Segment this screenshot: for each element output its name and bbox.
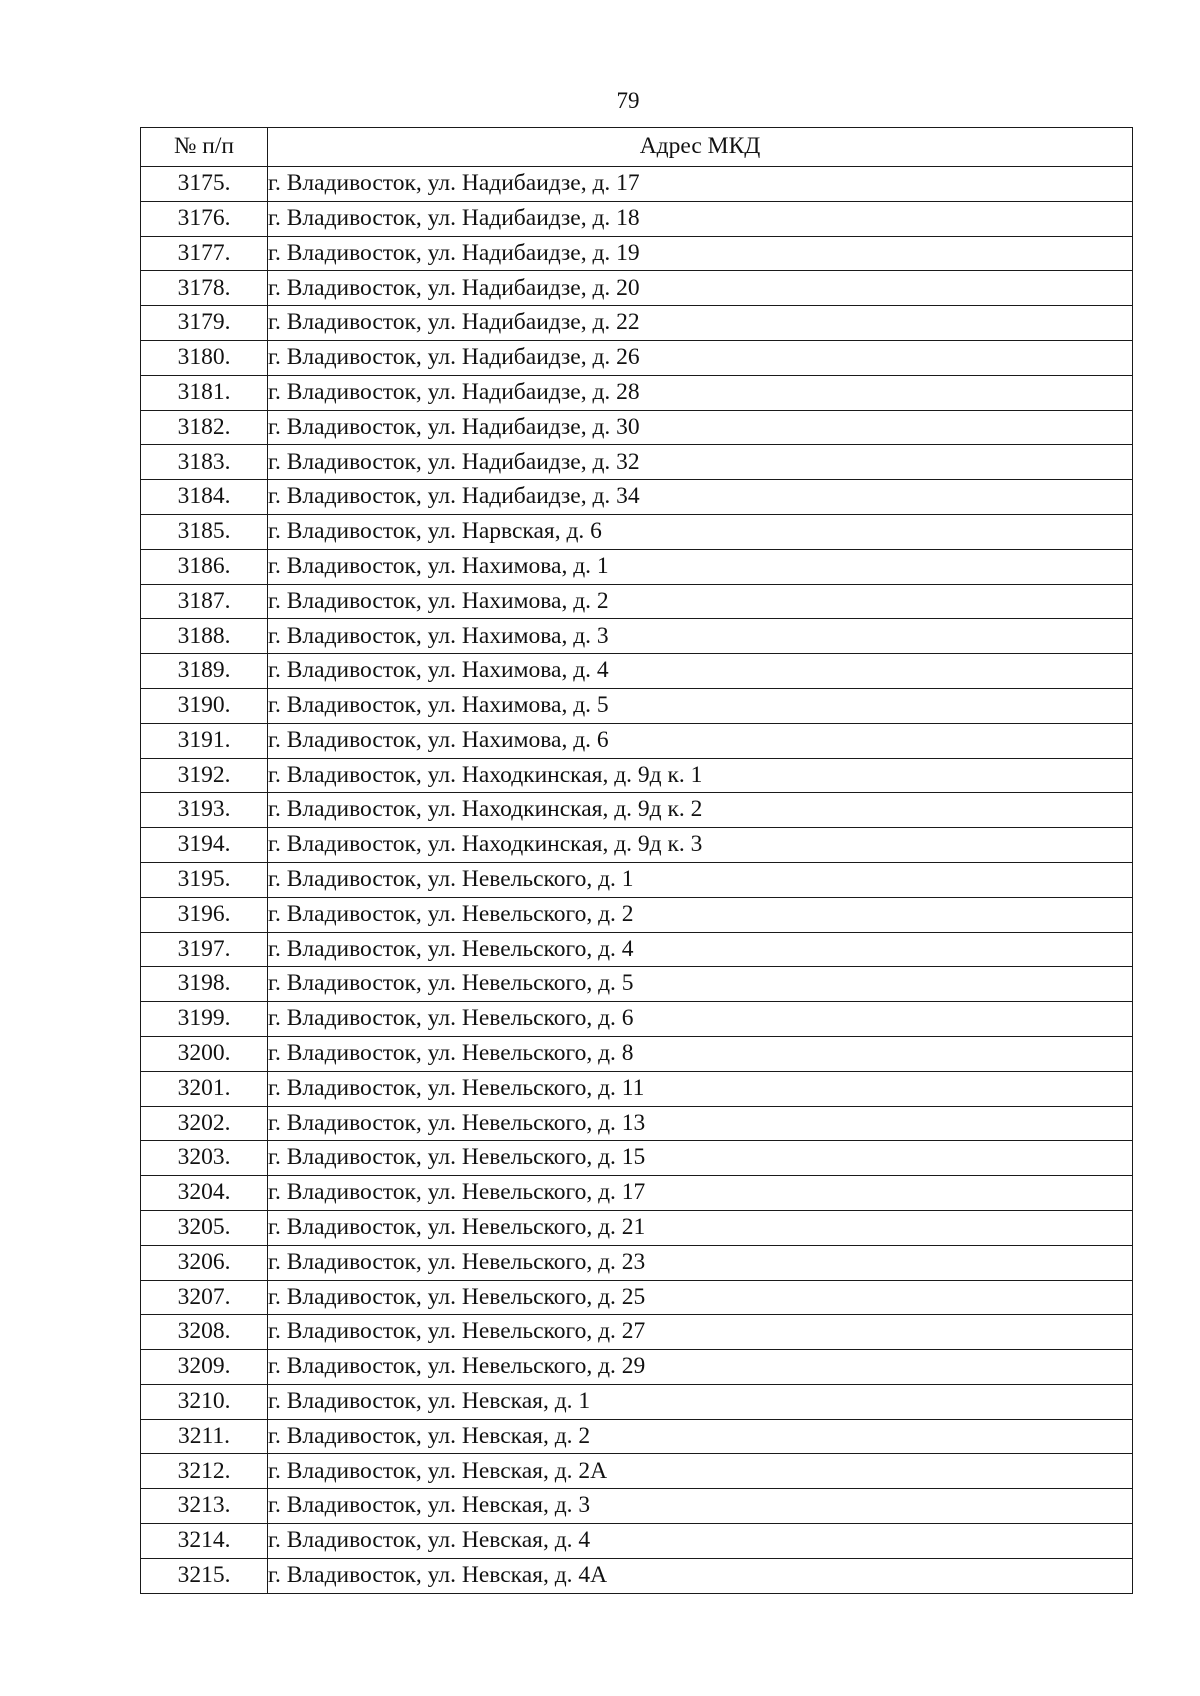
table-row [141,793,1133,828]
table-row [141,1489,1133,1524]
table-row [141,862,1133,897]
row-number-cell: 3201. [141,1071,268,1106]
row-number-cell: 3197. [141,932,268,967]
row-number-cell: 3204. [141,1176,268,1211]
table-row [141,1245,1133,1280]
table-row [141,271,1133,306]
row-number-cell: 3206. [141,1245,268,1280]
address-cell: г. Владивосток, ул. Невельского, д. 21 [268,1210,1133,1245]
table-row [141,1176,1133,1211]
address-cell: г. Владивосток, ул. Надибаидзе, д. 17 [268,167,1133,202]
address-cell: г. Владивосток, ул. Невская, д. 4 [268,1524,1133,1559]
address-cell: г. Владивосток, ул. Невельского, д. 29 [268,1350,1133,1385]
table-row [141,758,1133,793]
address-cell: г. Владивосток, ул. Невельского, д. 8 [268,1036,1133,1071]
table-row [141,828,1133,863]
row-number-cell: 3203. [141,1141,268,1176]
address-cell: г. Владивосток, ул. Нахимова, д. 5 [268,688,1133,723]
table-row [141,375,1133,410]
table-row [141,236,1133,271]
address-cell: г. Владивосток, ул. Невская, д. 2 [268,1419,1133,1454]
row-number-cell: 3188. [141,619,268,654]
address-cell: г. Владивосток, ул. Невельского, д. 6 [268,1002,1133,1037]
address-cell: г. Владивосток, ул. Нарвская, д. 6 [268,514,1133,549]
table-row [141,340,1133,375]
table-body [141,167,1133,1594]
row-number-cell: 3180. [141,340,268,375]
row-number-cell: 3196. [141,897,268,932]
address-cell: г. Владивосток, ул. Невельского, д. 13 [268,1106,1133,1141]
row-number-cell: 3194. [141,828,268,863]
table-row [141,967,1133,1002]
table-row [141,514,1133,549]
row-number-cell: 3210. [141,1384,268,1419]
row-number-cell: 3209. [141,1350,268,1385]
address-cell: г. Владивосток, ул. Невская, д. 2А [268,1454,1133,1489]
address-cell: г. Владивосток, ул. Нахимова, д. 6 [268,723,1133,758]
address-cell: г. Владивосток, ул. Нахимова, д. 3 [268,619,1133,654]
table-row [141,1036,1133,1071]
table-row [141,1315,1133,1350]
table-row [141,306,1133,341]
address-cell: г. Владивосток, ул. Невельского, д. 17 [268,1176,1133,1211]
row-number-cell: 3179. [141,306,268,341]
table-row [141,619,1133,654]
table-row [141,201,1133,236]
address-cell: г. Владивосток, ул. Невская, д. 4А [268,1558,1133,1593]
table-row [141,1210,1133,1245]
address-cell: г. Владивосток, ул. Невельского, д. 15 [268,1141,1133,1176]
address-cell: г. Владивосток, ул. Невельского, д. 5 [268,967,1133,1002]
row-number-cell: 3202. [141,1106,268,1141]
address-table [140,127,1133,1594]
row-number-cell: 3208. [141,1315,268,1350]
address-cell: г. Владивосток, ул. Находкинская, д. 9д к. 3 [268,828,1133,863]
table-row [141,1106,1133,1141]
row-number-cell: 3182. [141,410,268,445]
row-number-cell: 3195. [141,862,268,897]
address-cell: г. Владивосток, ул. Невская, д. 1 [268,1384,1133,1419]
table-row [141,167,1133,202]
row-number-cell: 3205. [141,1210,268,1245]
address-cell: г. Владивосток, ул. Невская, д. 3 [268,1489,1133,1524]
table-row [141,1141,1133,1176]
row-number-cell: 3207. [141,1280,268,1315]
row-number-cell: 3183. [141,445,268,480]
address-cell: г. Владивосток, ул. Надибаидзе, д. 18 [268,201,1133,236]
table-row [141,1384,1133,1419]
row-number-cell: 3191. [141,723,268,758]
address-cell: г. Владивосток, ул. Нахимова, д. 2 [268,584,1133,619]
address-cell: г. Владивосток, ул. Надибаидзе, д. 19 [268,236,1133,271]
table-row [141,410,1133,445]
address-cell: г. Владивосток, ул. Нахимова, д. 4 [268,654,1133,689]
table-row [141,932,1133,967]
table-row [141,549,1133,584]
table-row [141,1071,1133,1106]
address-cell: г. Владивосток, ул. Невельского, д. 23 [268,1245,1133,1280]
table-row [141,654,1133,689]
table-row [141,584,1133,619]
row-number-cell: 3187. [141,584,268,619]
row-number-cell: 3200. [141,1036,268,1071]
table-row [141,1454,1133,1489]
column-header-address: Адрес МКД [268,128,1133,167]
table-row [141,1280,1133,1315]
table-row [141,445,1133,480]
table-row [141,723,1133,758]
row-number-cell: 3185. [141,514,268,549]
row-number-cell: 3198. [141,967,268,1002]
address-cell: г. Владивосток, ул. Надибаидзе, д. 22 [268,306,1133,341]
row-number-cell: 3184. [141,480,268,515]
table-header-row [141,128,1133,167]
row-number-cell: 3211. [141,1419,268,1454]
address-cell: г. Владивосток, ул. Надибаидзе, д. 28 [268,375,1133,410]
column-header-number: № п/п [141,128,268,167]
row-number-cell: 3199. [141,1002,268,1037]
address-cell: г. Владивосток, ул. Нахимова, д. 1 [268,549,1133,584]
row-number-cell: 3181. [141,375,268,410]
row-number-cell: 3186. [141,549,268,584]
table-row [141,1524,1133,1559]
table-row [141,1558,1133,1593]
address-cell: г. Владивосток, ул. Невельского, д. 27 [268,1315,1133,1350]
row-number-cell: 3213. [141,1489,268,1524]
address-cell: г. Владивосток, ул. Находкинская, д. 9д к. 1 [268,758,1133,793]
table-row [141,1002,1133,1037]
row-number-cell: 3192. [141,758,268,793]
row-number-cell: 3215. [141,1558,268,1593]
row-number-cell: 3193. [141,793,268,828]
address-cell: г. Владивосток, ул. Надибаидзе, д. 34 [268,480,1133,515]
address-cell: г. Владивосток, ул. Невельского, д. 11 [268,1071,1133,1106]
row-number-cell: 3190. [141,688,268,723]
table-row [141,1350,1133,1385]
row-number-cell: 3178. [141,271,268,306]
table-row [141,480,1133,515]
address-cell: г. Владивосток, ул. Надибаидзе, д. 20 [268,271,1133,306]
address-cell: г. Владивосток, ул. Надибаидзе, д. 30 [268,410,1133,445]
address-cell: г. Владивосток, ул. Невельского, д. 2 [268,897,1133,932]
address-cell: г. Владивосток, ул. Надибаидзе, д. 26 [268,340,1133,375]
row-number-cell: 3177. [141,236,268,271]
address-cell: г. Владивосток, ул. Надибаидзе, д. 32 [268,445,1133,480]
row-number-cell: 3189. [141,654,268,689]
table-row [141,897,1133,932]
address-cell: г. Владивосток, ул. Находкинская, д. 9д к. 2 [268,793,1133,828]
row-number-cell: 3212. [141,1454,268,1489]
address-cell: г. Владивосток, ул. Невельского, д. 25 [268,1280,1133,1315]
row-number-cell: 3214. [141,1524,268,1559]
address-cell: г. Владивосток, ул. Невельского, д. 4 [268,932,1133,967]
row-number-cell: 3175. [141,167,268,202]
table-row [141,1419,1133,1454]
row-number-cell: 3176. [141,201,268,236]
table-row [141,688,1133,723]
address-cell: г. Владивосток, ул. Невельского, д. 1 [268,862,1133,897]
page-number: 79 [616,88,640,113]
